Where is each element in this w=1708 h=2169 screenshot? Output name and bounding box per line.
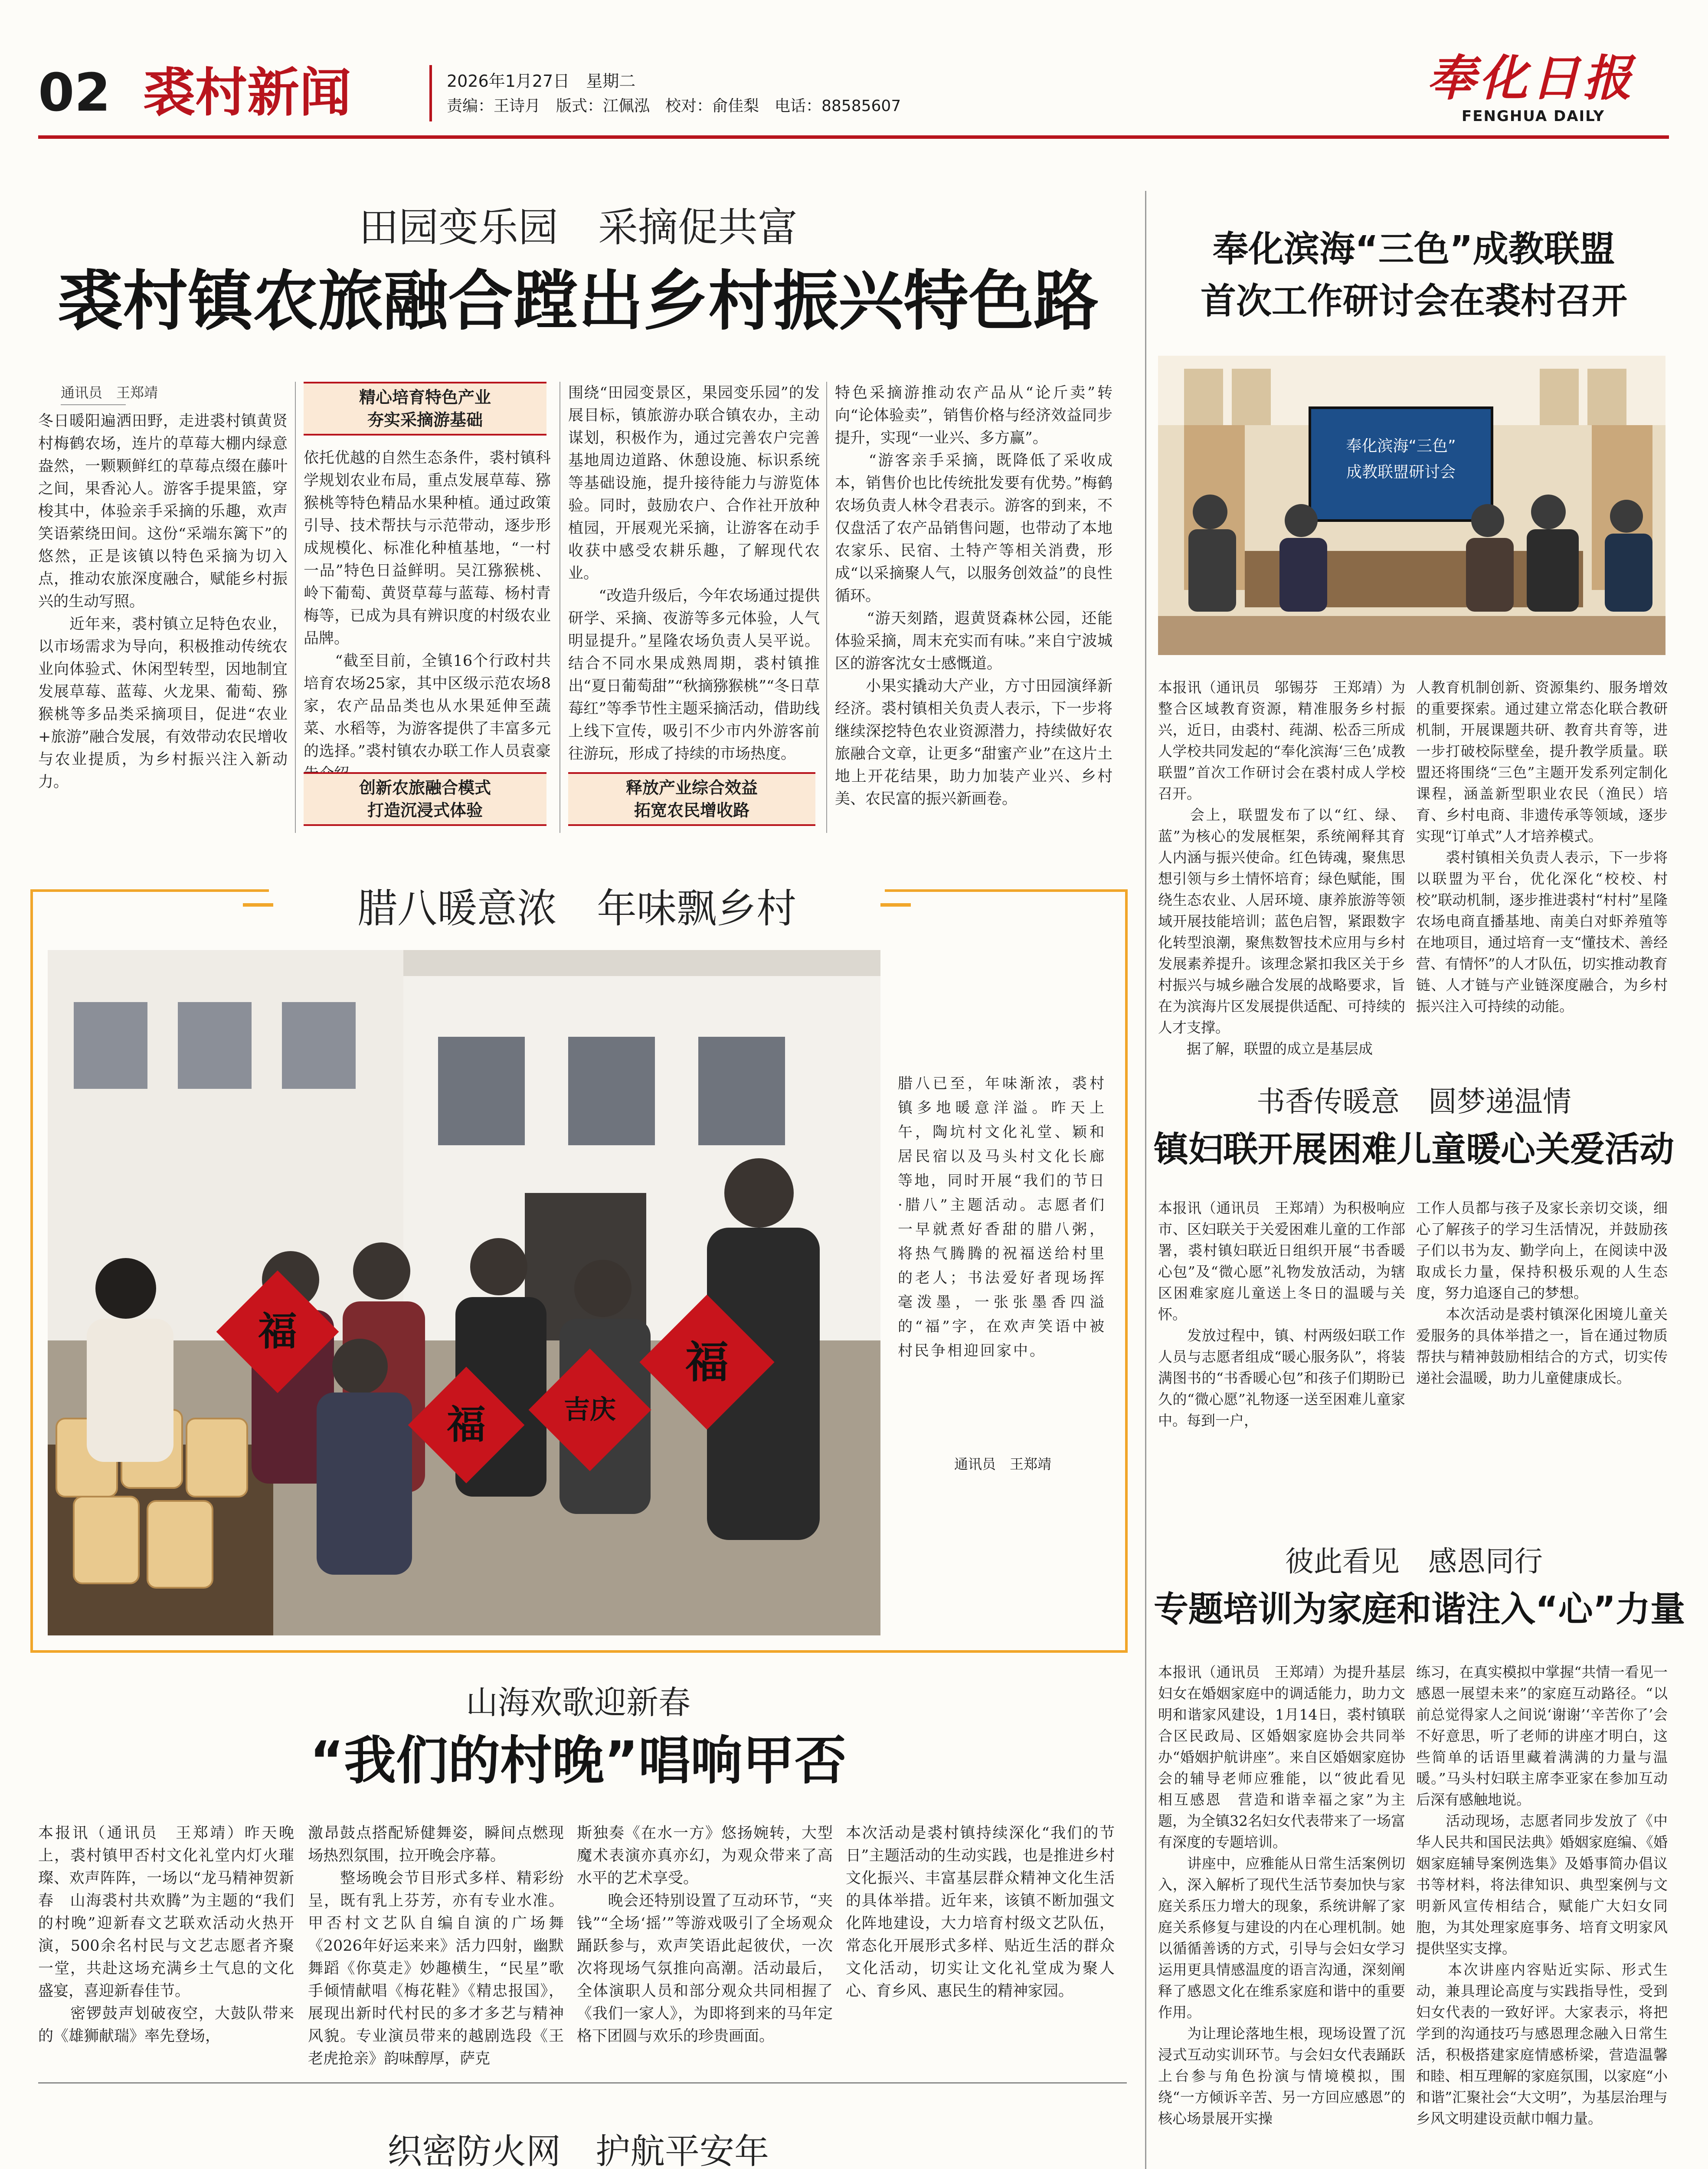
right-top-headline-2: 首次工作研讨会在裘村召开 — [1200, 281, 1627, 322]
lead-headline: 裘村镇农旅融合蹚出乡村振兴特色路 — [57, 264, 1099, 339]
paper-logo: 奉化日报 — [1427, 50, 1635, 107]
right-bottom-text-1: 本报讯（通讯员 王郑靖）为提升基层妇女在婚姻家庭中的调适能力，助力文明和谐家风建设，1月14日，裘村镇联合区民政局、区婚姻家庭协会共同举办“婚姻护航讲座”。来自区婚姻家庭协会的辅导老师应雅能，以“彼此看见 相互感恩 营造和谐幸福之家”为主题，为全镇32名妇女代表带来了一场富有深度的专题培训。 讲座中，应雅能从日常生活案例切入，深入解析了现代生活节奏加快与家庭关系压力增大的现象，系统讲解了家庭关系修复与建设的内在心理机制。她以循循善诱的方式，引导与会妇女学习运用更具情感温度的语言沟通，深刻阐释了感恩文化在维系家庭和谐中的重要作用。 为让理论落地生根，现场设置了沉浸式互动实训环节。与会妇女代表踊跃上台参与角色扮演与情境模拟，围绕“一方倾诉辛苦、另一方回应感恩”的核心场景展开实操 — [1158, 1664, 1405, 2127]
right-bottom-text-2: 练习，在真实模拟中掌握“共情一看见一感恩一展望未来”的家庭互动路径。“以前总觉得家人之间说‘谢谢’‘辛苦你了’会不好意思，听了老师的讲座才明白，这些简单的话语里藏着满满的力量与温暖。”马头村妇联主席李亚家在参加互动后深有感触地说。 活动现场，志愿者同步发放了《中华人民共和国民法典》婚姻家庭编、《婚姻家庭辅导案例选集》及婚事简办倡议书等材料，将法律知识、典型案例与文明新风宣传相结合，赋能广大妇女同胞，为其处理家庭事务、培育文明家风提供坚实支撑。 本次讲座内容贴近实际、形式生动，兼具理论高度与实践指导性，受到妇女代表的一致好评。大家表示，将把学到的沟通技巧与感恩理念融入日常生活，积极搭建家庭情感桥梁，营造温馨和睦、相互理解的家庭氛围，以家庭“小和谐”汇聚社会“大文明”，为基层治理与乡风文明建设贡献巾帼力量。 — [1416, 1664, 1668, 2127]
laba-kicker: 腊八暖意浓 年味飘乡村 — [357, 885, 796, 932]
masthead-divider — [429, 65, 432, 121]
svg-text:成教联盟研讨会: 成教联盟研讨会 — [1346, 463, 1456, 481]
laba-photo — [48, 950, 880, 1635]
col-rule — [295, 382, 296, 833]
right-mid-headline: 镇妇联开展困难儿童暖心关爱活动 — [1154, 1129, 1674, 1170]
section-title: 裘村新闻 — [143, 63, 351, 123]
laba-caption-credit: 通讯员 王郑靖 — [954, 1456, 1052, 1472]
fu-character-1: 福 — [258, 1308, 297, 1354]
col-rule — [826, 382, 827, 833]
laba-photo-illustration — [48, 950, 880, 1635]
right-mid-kicker: 书香传暖意 圆梦递温情 — [1256, 1085, 1571, 1118]
paper-logo-en: FENGHUA DAILY — [1462, 108, 1605, 125]
right-mid-text-1: 本报讯（通讯员 王郑靖）为积极响应市、区妇联关于关爱困难儿童的工作部署，裘村镇妇联近日组织开展“书香暖心包”及“微心愿”礼物发放活动，为辖区困难家庭儿童送上冬日的温暖与关怀。 发放过程中，镇、村两级妇联工作人员与志愿者组成“暖心服务队”，将装满图书的“书香暖心包”和孩子们期盼已久的“微心愿”礼物逐一送至困难儿童家中。每到一户， — [1158, 1199, 1405, 1429]
gala-col-3: 斯独奏《在水一方》悠扬婉转，大型魔术表演亦真亦幻，为观众带来了高水平的艺术享受。 晚会还特别设置了互动环节，“夹钱”“全场‘摇’”等游戏吸引了全场观众踊跃参与，欢声笑语此起彼伏，一次次将现场气氛推向高潮。活动最后，全体演职人员和部分观众共同相握了《我们一家人》，为即将到来的马年定格下团圆与欢乐的珍贵画面。 — [577, 1825, 833, 2045]
lead-subhead-2: 创新农旅融合模式 打造沉浸式体验 — [304, 772, 546, 826]
lead-para-2: 依托优越的自然生态条件，裘村镇科学规划农业布局，重点发展草莓、猕猴桃等特色精品水果种植。通过政策引导、技术帮扶与示范带动，逐步形成规模化、标准化种植基地，“一村一品”特色日益鲜明。吴江猕猴桃、岭下葡萄、黄贤草莓与蓝莓、杨村青梅等，已成为具有辨识度的村级农业品牌。 “截至目前，全镇16个行政村共培育农场25家，其中区级示范农场8家，农产品品类也从水果延伸至蔬菜、水稻等，为游客提供了丰富多元的选择。”裘村镇农办联工作人员袁豪 — [304, 449, 551, 760]
gala-col-2: 激昂鼓点搭配矫健舞姿，瞬间点燃现场热烈氛围，拉开晚会序幕。 整场晚会节目形式多样、精彩纷呈，既有乳上芬芳，亦有专业水准。甲否村文艺队自编自演的广场舞《2026年好运来来》活力四射，幽默舞蹈《你莫走》妙趣横生，“民星”歌手倾情献唱《梅花鞋》《精忠报国》，展现出新时代村民的多才多艺与精神风貌。专业演员带来的越剧选段《王老虎抢亲》韵味醇厚，萨克 — [308, 1825, 564, 2067]
lead-para-3: 围绕“田园变景区，果园变乐园”的发展目标，镇旅游办联合镇农办，主动谋划，积极作为，通过完善农户完善基地周边道路、休憩设施、标识系统等基础设施，提升接待能力与游览体验。同时，鼓励农户、合作社开放种植园，开展观光采摘，让游客在动手收获中感受农耕乐趣，了解现代农业。 “改造升级后，今年农场通过提供研学、采摘、夜游等多元体验，人气明显提升。”星隆农场负责人吴平说。结合不同水果成熟周期，裘村镇推出“夏日葡萄甜”“秋摘猕猴桃”“冬日草莓红”等季节性主题采摘活动，借助线上线下宣传，吸引不少市内外游客前往游玩，形成了持续的市场热度。 — [568, 384, 820, 763]
lead-kicker: 田园变乐园 采摘促共富 — [358, 204, 798, 251]
meeting-photo — [1158, 356, 1665, 655]
right-top-text-2: 人教育机制创新、资源集约、服务增效的重要探索。通过建立常态化联合教研机制，开展课题共研、教育共育等，进一步打破校际壁垒，提升教学质量。联盟还将围绕“三色”主题开发系列定制化课程，涵盖新型职业农民（渔民）培育、乡村电商、非遗传承等领域，逐步实现“订单式”人才培养模式。 裘村镇相关负责人表示，下一步将以联盟为平台，优化深化“校校、村校”联动机制，逐步推进裘村“村村”星隆农场电商直播基地、南美白对虾养殖等在地项目，通过培育一支“懂技术、善经营、有情怀”的人才队伍，切实推动教育链、人才链与产业链深度融合，为乡村振兴注入可持续的动能。 — [1416, 679, 1668, 1015]
right-top-text-1: 本报讯（通讯员 邬锡芬 王郑靖）为整合区域教育资源，精准服务乡村振兴，近日，由裘村、莼湖、松岙三所成人学校共同发起的“奉化滨海‘三色’成教联盟”首次工作研讨会在裘村成人学校召开。 会上，联盟发布了以“红、绿、蓝”为核心的发展框架，系统阐释其育人内涵与振兴使命。红色铸魂，聚焦思想引领与乡土情怀培育；绿色赋能，围绕生态农业、人居环境、康养旅游等领域开展技能培训；蓝色启智，紧跟数字化转型浪潮，聚焦数智技术应用与乡村发展素养提升。该理念紧扣我区关于乡村振兴与城乡融合发展的战略要求，旨在为滨海片区发展提供适配、可持续的人才支撑。 据了解，联盟的成立是基层成 — [1158, 679, 1405, 1057]
gala-headline: “我们的村晚”唱响甲否 — [310, 1731, 847, 1791]
main-divider — [1145, 191, 1146, 2169]
page-number: 02 — [38, 63, 111, 123]
fu-character-4: 福 — [685, 1337, 729, 1388]
right-bottom-kicker: 彼此看见 感恩同行 — [1285, 1545, 1543, 1578]
lead-byline: 通讯员 王郑靖 — [61, 382, 158, 405]
fu-character-3: 吉庆 — [564, 1395, 616, 1425]
lead-subhead-1: 精心培育特色产业 夯实采摘游基础 — [304, 382, 546, 436]
meeting-screen-text: 奉化滨海“三色” — [1346, 437, 1456, 455]
lead-para-1: 冬日暖阳遍洒田野，走进裘村镇黄贤村梅鹤农场，连片的草莓大棚内绿意盎然，一颗颗鲜红的草莓点缀在藤叶之间，果香沁人。游客手提果篮，穿梭其中，体验亲手采摘的乐趣，欢声笑语萦绕田间。这份“采端东篱下”的悠然，正是该镇以特色采摘为切入点，推动农旅深度融合，赋能乡村振兴的生动写照。 近年来，裘村镇立足特色农业，以市场需求为导向，积极推动传统农业向体验式、休闲型转型，因地制宜发展草莓、蓝莓、火龙果、葡萄、猕猴桃等多品类采摘项目，促进“农业+旅游”融合发展，有效带动农民增收与农业提质，为乡村振兴注入新动力。 — [38, 413, 288, 791]
right-top-headline-1: 奉化滨海“三色”成教联盟 — [1213, 229, 1615, 270]
right-bottom-headline: 专题培训为家庭和谐注入“心”力量 — [1154, 1589, 1685, 1629]
meeting-photo-illustration — [1158, 356, 1665, 655]
issue-date: 2026年1月27日 星期二 — [447, 72, 636, 91]
lead-subhead-3: 释放产业综合效益 拓宽农民增收路 — [568, 772, 815, 826]
fire-kicker: 织密防火网 护航平安年 — [387, 2131, 769, 2169]
fu-character-2: 福 — [447, 1402, 486, 1448]
lead-para-4: 特色采摘游推动农产品从“论斤卖”转向“论体验卖”，销售价格与经济效益同步提升，实现“一业兴、多方赢”。 “游客亲手采摘，既降低了采收成本，销售价也比传统批发要有优势。”梅鹤农场负责人林令君表示。游客的到来，不仅盘活了农产品销售问题，也带动了本地农家乐、民宿、土特产等相关消费，形成“以采摘聚人气，以服务创效益”的良性循环。 “游天刻踏，遐黄贤森林公园，还能体验采摘，周末充实而有味。”来自宁波城区的游客沈女士感慨道。 小果实撬动大产业，方寸田园演绎新经济。裘村镇相关负责人表示，下一步将继续深挖特色农业资源潜力，持续做好农旅融合文章，让更多“甜蜜产业”在这片土地上开花结果，助力加装产业兴、乡村美、农民富的振兴新画卷。 — [835, 384, 1112, 808]
right-mid-text-2: 工作人员都与孩子及家长亲切交谈，细心了解孩子的学习生活情况，并鼓励孩子们以书为友、勤学向上，在阅读中汲取成长力量，保持积极乐观的人生态度，努力追逐自己的梦想。 本次活动是裘村镇深化困境儿童关爱服务的具体举措之一，旨在通过物质帮扶与精神鼓励相结合的方式，切实传递社会温暖，助力儿童健康成长。 — [1416, 1199, 1668, 1386]
laba-ornament-right — [880, 903, 911, 907]
editor-credits: 责编：王诗月 版式：江佩泓 校对：俞佳梨 电话：88585607 — [447, 97, 901, 115]
gala-bottom-rule — [38, 2082, 1127, 2084]
gala-col-4: 本次活动是裘村镇持续深化“我们的节日”主题活动的生动实践，也是推进乡村文化振兴、丰富基层群众精神文化生活的具体举措。近年来，该镇不断加强文化阵地建设，大力培育村级文艺队伍，常态化开展形式多样、贴近生活的群众文化活动，切实让文化礼堂成为聚人心、育乡风、惠民生的精神家园。 — [846, 1825, 1115, 2000]
gala-col-1: 本报讯（通讯员 王郑靖）昨天晚上，裘村镇甲否村文化礼堂内灯火璀璨、欢声阵阵，一场以“龙马精神贺新春 山海裘村共欢腾”为主题的“我们的村晚”迎新春文艺联欢活动火热开演，500余名村民与文艺志愿者齐聚一堂，共赴这场充满乡土气息的文化盛宴，喜迎新春佳节。 密锣鼓声划破夜空，大鼓队带来的《雄狮献瑞》率先登场， — [38, 1825, 294, 2045]
laba-caption: 腊八已至，年味渐浓，裘村镇多地暖意洋溢。昨天上午，陶坑村文化礼堂、颖和居民宿以及马头村文化长廊等地，同时开展“我们的节日·腊八”主题活动。志愿者们一早就煮好香甜的腊八粥，将热气腾腾的祝福送给村里的老人；书法爱好者现场挥毫泼墨，一张张墨香四溢的“福”字，在欢声笑语中被村民争相迎回家中。 — [898, 1075, 1106, 1360]
gala-kicker: 山海欢歌迎新春 — [466, 1684, 690, 1721]
masthead-rule — [38, 135, 1669, 139]
